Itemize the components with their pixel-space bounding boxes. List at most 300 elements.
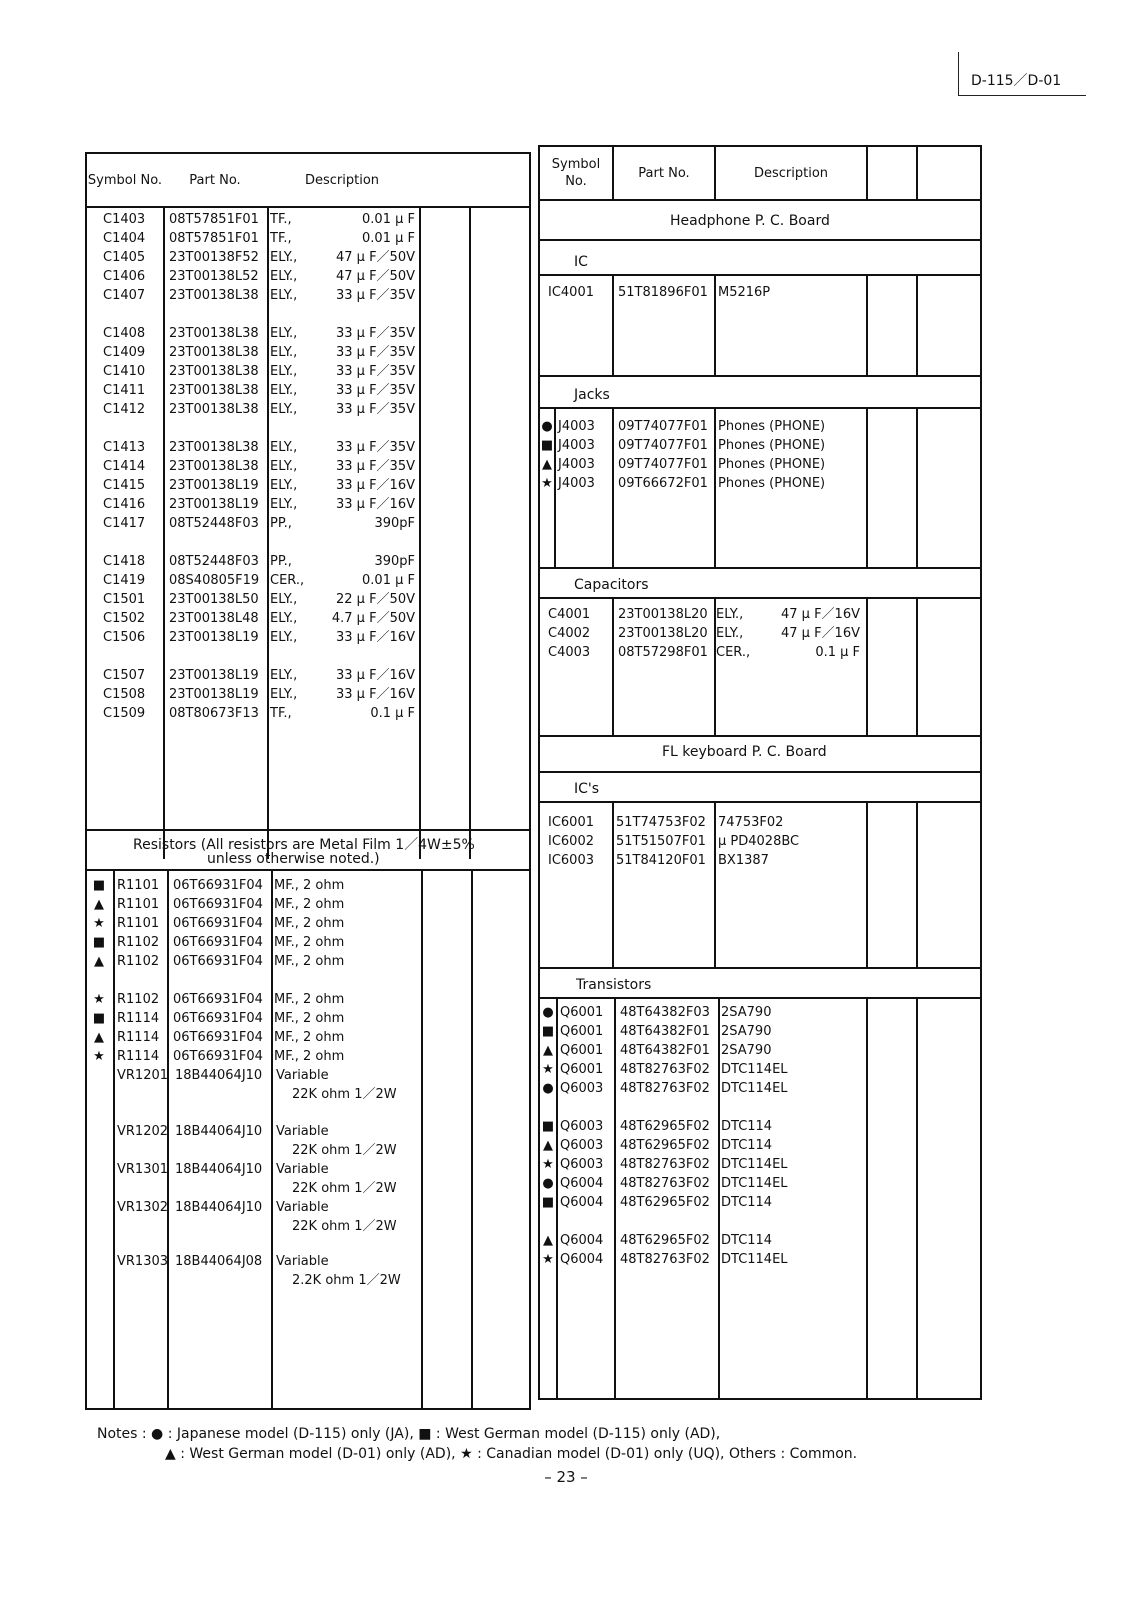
column-divider: [866, 147, 868, 199]
column-divider: [866, 997, 868, 1400]
row-type: ELY.,: [270, 250, 298, 265]
column-divider: [271, 869, 273, 1410]
row-symbol: C1410: [103, 364, 146, 379]
row-description: 2SA790: [721, 1024, 772, 1039]
row-symbol: C1506: [103, 630, 146, 645]
row-type: CER.,: [716, 645, 751, 660]
row-description: 74753F02: [718, 815, 784, 830]
right-table-header: [540, 147, 980, 201]
row-symbol: Q6004: [560, 1233, 604, 1248]
row-symbol: Q6004: [560, 1176, 604, 1191]
row-type: ELY.,: [270, 326, 298, 341]
row-symbol: C1416: [103, 497, 146, 512]
row-description: DTC114EL: [721, 1176, 788, 1191]
model-marker: ■: [541, 1119, 555, 1134]
row-part-number: 48T62965F02: [620, 1233, 710, 1248]
row-description: BX1387: [718, 853, 769, 868]
section-divider: [540, 375, 980, 377]
row-value: 22K ohm 1／2W: [292, 1219, 397, 1234]
model-marker: ■: [92, 878, 106, 893]
model-marker: ★: [93, 916, 105, 931]
column-divider: [113, 869, 115, 1410]
row-description: MF., 2 ohm: [274, 992, 345, 1007]
row-part-number: 09T66672F01: [618, 476, 708, 491]
row-type: ELY.,: [270, 288, 298, 303]
column-divider: [612, 597, 614, 735]
row-type: ELY.,: [270, 611, 298, 626]
row-symbol: R1101: [117, 878, 160, 893]
model-label: D-115／D-01: [971, 73, 1062, 89]
row-type: ELY.,: [270, 497, 298, 512]
column-divider: [714, 147, 716, 199]
row-symbol: R1102: [117, 935, 160, 950]
model-marker: ▲: [94, 897, 104, 912]
row-symbol: Q6004: [560, 1252, 604, 1267]
row-description: M5216P: [718, 285, 771, 300]
row-description: MF., 2 ohm: [274, 1011, 345, 1026]
row-part-number: 23T00138L19: [169, 497, 259, 512]
column-divider: [267, 206, 269, 859]
row-part-number: 18B44064J08: [175, 1254, 263, 1269]
row-symbol: IC6003: [548, 853, 594, 868]
header-part: Part No.: [638, 165, 690, 181]
row-description: Variable: [276, 1124, 329, 1139]
row-symbol: VR1301: [117, 1162, 169, 1177]
section-divider: [87, 869, 529, 871]
row-part-number: 08T80673F13: [169, 706, 259, 721]
row-part-number: 23T00138L38: [169, 383, 259, 398]
row-part-number: 06T66931F04: [173, 916, 263, 931]
column-divider: [612, 147, 614, 199]
notes-line-1: Notes : ● : Japanese model (D-115) only (JA), ■ : West German model (D-115) only (AD),: [97, 1426, 721, 1442]
left-table-header: [87, 154, 529, 208]
column-divider: [916, 597, 918, 735]
row-description: Variable: [276, 1162, 329, 1177]
column-divider: [916, 801, 918, 967]
row-description: DTC114: [721, 1138, 773, 1153]
row-part-number: 08S40805F19: [169, 573, 260, 588]
column-divider: [554, 407, 556, 567]
row-symbol: VR1201: [117, 1068, 169, 1083]
row-description: MF., 2 ohm: [274, 954, 345, 969]
row-part-number: 23T00138L20: [618, 607, 708, 622]
row-type: ELY.,: [270, 668, 298, 683]
section-divider: [540, 567, 980, 569]
row-value: 33 μ F／16V: [336, 687, 415, 702]
row-symbol: IC6002: [548, 834, 594, 849]
row-part-number: 51T81896F01: [618, 285, 708, 300]
row-value: 22 μ F／50V: [336, 592, 415, 607]
resistors-note: Resistors (All resistors are Metal Film 1／4W±5%: [133, 837, 475, 853]
row-type: TF.,: [270, 231, 292, 246]
row-symbol: Q6001: [560, 1043, 604, 1058]
section-divider: [540, 771, 980, 773]
row-symbol: VR1303: [117, 1254, 169, 1269]
row-symbol: C1412: [103, 402, 146, 417]
row-part-number: 18B44064J10: [175, 1124, 263, 1139]
section-label: Capacitors: [574, 577, 649, 593]
row-part-number: 23T00138L52: [169, 269, 259, 284]
row-part-number: 23T00138L38: [169, 440, 259, 455]
model-marker: ■: [92, 935, 106, 950]
model-marker: ●: [542, 1005, 554, 1020]
row-type: ELY.,: [270, 630, 298, 645]
row-symbol: C1411: [103, 383, 146, 398]
row-part-number: 18B44064J10: [175, 1200, 263, 1215]
row-symbol: VR1302: [117, 1200, 169, 1215]
row-symbol: C1404: [103, 231, 146, 246]
row-part-number: 06T66931F04: [173, 1030, 263, 1045]
row-symbol: Q6001: [560, 1062, 604, 1077]
model-marker: ▲: [94, 954, 104, 969]
row-symbol: C4002: [548, 626, 591, 641]
row-symbol: Q6001: [560, 1024, 604, 1039]
row-description: Variable: [276, 1068, 329, 1083]
row-symbol: C1419: [103, 573, 146, 588]
row-symbol: C1509: [103, 706, 146, 721]
row-part-number: 06T66931F04: [173, 992, 263, 1007]
column-divider: [866, 274, 868, 375]
column-divider: [612, 274, 614, 375]
section-divider: [540, 801, 980, 803]
header-symbol: Symbol No.: [551, 157, 601, 189]
row-part-number: 09T74077F01: [618, 457, 708, 472]
row-description: 2SA790: [721, 1043, 772, 1058]
row-value: 0.01 μ F: [362, 212, 415, 227]
row-type: ELY.,: [270, 440, 298, 455]
row-type: ELY.,: [270, 383, 298, 398]
column-divider: [714, 407, 716, 567]
row-value: 0.01 μ F: [362, 231, 415, 246]
row-part-number: 08T57851F01: [169, 212, 259, 227]
row-part-number: 23T00138L38: [169, 288, 259, 303]
row-part-number: 48T82763F02: [620, 1252, 710, 1267]
model-marker: ▲: [543, 1043, 553, 1058]
row-value: 33 μ F／16V: [336, 478, 415, 493]
row-part-number: 06T66931F04: [173, 1011, 263, 1026]
model-marker: ★: [542, 1157, 554, 1172]
row-value: 33 μ F／35V: [336, 383, 415, 398]
model-box: [958, 52, 1086, 96]
section-label: Jacks: [574, 387, 610, 403]
model-marker: ■: [541, 1195, 555, 1210]
row-part-number: 23T00138F52: [169, 250, 259, 265]
column-divider: [556, 997, 558, 1400]
row-type: ELY.,: [270, 269, 298, 284]
row-part-number: 08T52448F03: [169, 554, 259, 569]
row-value: 33 μ F／35V: [336, 288, 415, 303]
row-description: MF., 2 ohm: [274, 878, 345, 893]
row-symbol: IC4001: [548, 285, 594, 300]
row-value: 33 μ F／35V: [336, 459, 415, 474]
section-divider: [540, 597, 980, 599]
row-symbol: R1101: [117, 916, 160, 931]
row-symbol: VR1202: [117, 1124, 169, 1139]
row-value: 47 μ F／50V: [336, 250, 415, 265]
row-part-number: 23T00138L19: [169, 478, 259, 493]
column-divider: [714, 801, 716, 967]
row-part-number: 23T00138L19: [169, 630, 259, 645]
section-divider: [540, 407, 980, 409]
row-value: 0.01 μ F: [362, 573, 415, 588]
row-part-number: 48T64382F03: [620, 1005, 710, 1020]
column-divider: [419, 206, 421, 859]
section-title: FL keyboard P. C. Board: [662, 744, 827, 760]
row-value: 33 μ F／35V: [336, 345, 415, 360]
row-value: 4.7 μ F／50V: [331, 611, 415, 626]
row-description: MF., 2 ohm: [274, 1049, 345, 1064]
row-type: ELY.,: [270, 345, 298, 360]
row-symbol: R1102: [117, 992, 160, 1007]
row-symbol: C1508: [103, 687, 146, 702]
row-type: ELY.,: [716, 626, 744, 641]
column-divider: [714, 274, 716, 375]
row-description: Variable: [276, 1200, 329, 1215]
model-marker: ★: [541, 476, 553, 491]
row-value: 0.1 μ F: [370, 706, 415, 721]
column-divider: [916, 147, 918, 199]
row-symbol: C1502: [103, 611, 146, 626]
row-part-number: 48T62965F02: [620, 1138, 710, 1153]
row-part-number: 06T66931F04: [173, 954, 263, 969]
row-value: 33 μ F／35V: [336, 402, 415, 417]
row-value: 33 μ F／16V: [336, 668, 415, 683]
row-value: 0.1 μ F: [815, 645, 860, 660]
row-symbol: Q6003: [560, 1081, 604, 1096]
section-divider: [540, 274, 980, 276]
column-divider: [612, 801, 614, 967]
row-symbol: Q6003: [560, 1138, 604, 1153]
row-value: 2.2K ohm 1／2W: [292, 1273, 401, 1288]
row-value: 33 μ F／35V: [336, 326, 415, 341]
column-divider: [612, 407, 614, 567]
row-description: Phones (PHONE): [718, 476, 826, 491]
section-divider: [540, 735, 980, 737]
row-symbol: C1408: [103, 326, 146, 341]
section-label: IC: [574, 254, 588, 270]
column-divider: [866, 407, 868, 567]
row-part-number: 23T00138L48: [169, 611, 259, 626]
section-label: Transistors: [576, 977, 652, 993]
column-divider: [916, 274, 918, 375]
row-type: TF.,: [270, 212, 292, 227]
row-part-number: 23T00138L38: [169, 459, 259, 474]
row-value: 33 μ F／16V: [336, 630, 415, 645]
row-value: 47 μ F／16V: [781, 626, 860, 641]
row-part-number: 08T52448F03: [169, 516, 259, 531]
model-marker: ▲: [543, 1138, 553, 1153]
row-symbol: C1507: [103, 668, 146, 683]
row-type: PP.,: [270, 554, 292, 569]
row-value: 47 μ F／50V: [336, 269, 415, 284]
row-description: MF., 2 ohm: [274, 1030, 345, 1045]
row-part-number: 23T00138L38: [169, 402, 259, 417]
row-part-number: 51T84120F01: [616, 853, 706, 868]
row-part-number: 18B44064J10: [175, 1068, 263, 1083]
row-value: 22K ohm 1／2W: [292, 1087, 397, 1102]
row-type: ELY.,: [270, 478, 298, 493]
row-description: DTC114: [721, 1195, 773, 1210]
row-part-number: 23T00138L38: [169, 326, 259, 341]
row-value: 22K ohm 1／2W: [292, 1143, 397, 1158]
row-part-number: 48T64382F01: [620, 1024, 710, 1039]
row-description: Phones (PHONE): [718, 438, 826, 453]
row-type: ELY.,: [270, 402, 298, 417]
row-symbol: C1403: [103, 212, 146, 227]
row-symbol: C1417: [103, 516, 146, 531]
row-part-number: 48T82763F02: [620, 1176, 710, 1191]
row-description: Phones (PHONE): [718, 457, 826, 472]
row-type: CER.,: [270, 573, 305, 588]
row-type: ELY.,: [716, 607, 744, 622]
row-part-number: 51T74753F02: [616, 815, 706, 830]
model-marker: ●: [542, 1176, 554, 1191]
row-part-number: 09T74077F01: [618, 438, 708, 453]
row-symbol: Q6003: [560, 1119, 604, 1134]
section-divider: [540, 967, 980, 969]
row-symbol: R1102: [117, 954, 160, 969]
column-divider: [614, 997, 616, 1400]
row-type: TF.,: [270, 706, 292, 721]
page-number: – 23 –: [544, 1468, 588, 1486]
row-symbol: J4003: [558, 457, 595, 472]
row-part-number: 48T62965F02: [620, 1119, 710, 1134]
model-marker: ■: [92, 1011, 106, 1026]
row-description: Phones (PHONE): [718, 419, 826, 434]
model-marker: ★: [542, 1252, 554, 1267]
row-part-number: 23T00138L20: [618, 626, 708, 641]
row-symbol: C1405: [103, 250, 146, 265]
row-part-number: 09T74077F01: [618, 419, 708, 434]
row-part-number: 23T00138L50: [169, 592, 259, 607]
row-symbol: C1413: [103, 440, 146, 455]
row-part-number: 08T57851F01: [169, 231, 259, 246]
row-symbol: C1414: [103, 459, 146, 474]
row-part-number: 06T66931F04: [173, 897, 263, 912]
row-symbol: R1114: [117, 1011, 160, 1026]
header-description: Description: [304, 172, 380, 188]
row-symbol: C1406: [103, 269, 146, 284]
row-part-number: 51T51507F01: [616, 834, 706, 849]
section-title: Headphone P. C. Board: [670, 213, 830, 229]
row-part-number: 08T57298F01: [618, 645, 708, 660]
row-symbol: C4003: [548, 645, 591, 660]
row-part-number: 23T00138L19: [169, 668, 259, 683]
row-part-number: 23T00138L19: [169, 687, 259, 702]
row-symbol: C1418: [103, 554, 146, 569]
column-divider: [421, 869, 423, 1410]
row-part-number: 06T66931F04: [173, 878, 263, 893]
row-part-number: 06T66931F04: [173, 935, 263, 950]
header-description: Description: [753, 165, 829, 181]
row-symbol: R1101: [117, 897, 160, 912]
model-marker: ■: [541, 1024, 555, 1039]
row-symbol: Q6001: [560, 1005, 604, 1020]
row-part-number: 48T64382F01: [620, 1043, 710, 1058]
column-divider: [916, 997, 918, 1400]
column-divider: [471, 869, 473, 1410]
row-symbol: C4001: [548, 607, 591, 622]
row-type: ELY.,: [270, 459, 298, 474]
row-symbol: C1415: [103, 478, 146, 493]
section-divider: [540, 239, 980, 241]
column-divider: [469, 206, 471, 859]
header-part: Part No.: [189, 172, 241, 188]
row-symbol: Q6004: [560, 1195, 604, 1210]
section-divider: [540, 997, 980, 999]
model-marker: ▲: [542, 457, 552, 472]
row-part-number: 23T00138L38: [169, 364, 259, 379]
row-part-number: 18B44064J10: [175, 1162, 263, 1177]
model-marker: ★: [93, 992, 105, 1007]
model-marker: ●: [542, 1081, 554, 1096]
column-divider: [916, 407, 918, 567]
row-part-number: 48T82763F02: [620, 1157, 710, 1172]
row-symbol: R1114: [117, 1030, 160, 1045]
row-description: DTC114: [721, 1119, 773, 1134]
row-description: Variable: [276, 1254, 329, 1269]
row-symbol: IC6001: [548, 815, 594, 830]
row-type: PP.,: [270, 516, 292, 531]
column-divider: [718, 997, 720, 1400]
row-description: DTC114EL: [721, 1081, 788, 1096]
row-symbol: C1409: [103, 345, 146, 360]
row-type: ELY.,: [270, 592, 298, 607]
row-description: 2SA790: [721, 1005, 772, 1020]
row-part-number: 48T62965F02: [620, 1195, 710, 1210]
row-symbol: R1114: [117, 1049, 160, 1064]
model-marker: ▲: [543, 1233, 553, 1248]
row-value: 47 μ F／16V: [781, 607, 860, 622]
row-part-number: 48T82763F02: [620, 1081, 710, 1096]
row-symbol: Q6003: [560, 1157, 604, 1172]
row-symbol: C1501: [103, 592, 146, 607]
row-description: DTC114EL: [721, 1157, 788, 1172]
row-description: MF., 2 ohm: [274, 935, 345, 950]
row-symbol: J4003: [558, 476, 595, 491]
row-value: 33 μ F／35V: [336, 364, 415, 379]
model-marker: ■: [540, 438, 554, 453]
notes-line-2: ▲ : West German model (D-01) only (AD), ★ : Canadian model (D-01) only (UQ), Others : Common.: [165, 1446, 858, 1462]
header-symbol: Symbol No.: [87, 172, 163, 188]
row-description: DTC114: [721, 1233, 773, 1248]
row-type: ELY.,: [270, 687, 298, 702]
row-symbol: C1407: [103, 288, 146, 303]
column-divider: [163, 206, 165, 859]
row-value: 390pF: [374, 516, 415, 531]
row-description: DTC114EL: [721, 1252, 788, 1267]
row-description: MF., 2 ohm: [274, 897, 345, 912]
column-divider: [866, 801, 868, 967]
section-divider: [87, 829, 529, 831]
row-part-number: 48T82763F02: [620, 1062, 710, 1077]
column-divider: [866, 597, 868, 735]
resistors-note: unless otherwise noted.): [207, 851, 380, 867]
row-value: 33 μ F／35V: [336, 440, 415, 455]
row-part-number: 23T00138L38: [169, 345, 259, 360]
row-description: DTC114EL: [721, 1062, 788, 1077]
model-marker: ▲: [94, 1030, 104, 1045]
left-parts-table: [85, 152, 531, 1410]
model-marker: ●: [541, 419, 553, 434]
model-marker: ★: [93, 1049, 105, 1064]
row-value: 33 μ F／16V: [336, 497, 415, 512]
row-value: 22K ohm 1／2W: [292, 1181, 397, 1196]
row-value: 390pF: [374, 554, 415, 569]
row-description: μ PD4028BC: [718, 834, 800, 849]
row-type: ELY.,: [270, 364, 298, 379]
row-symbol: J4003: [558, 438, 595, 453]
